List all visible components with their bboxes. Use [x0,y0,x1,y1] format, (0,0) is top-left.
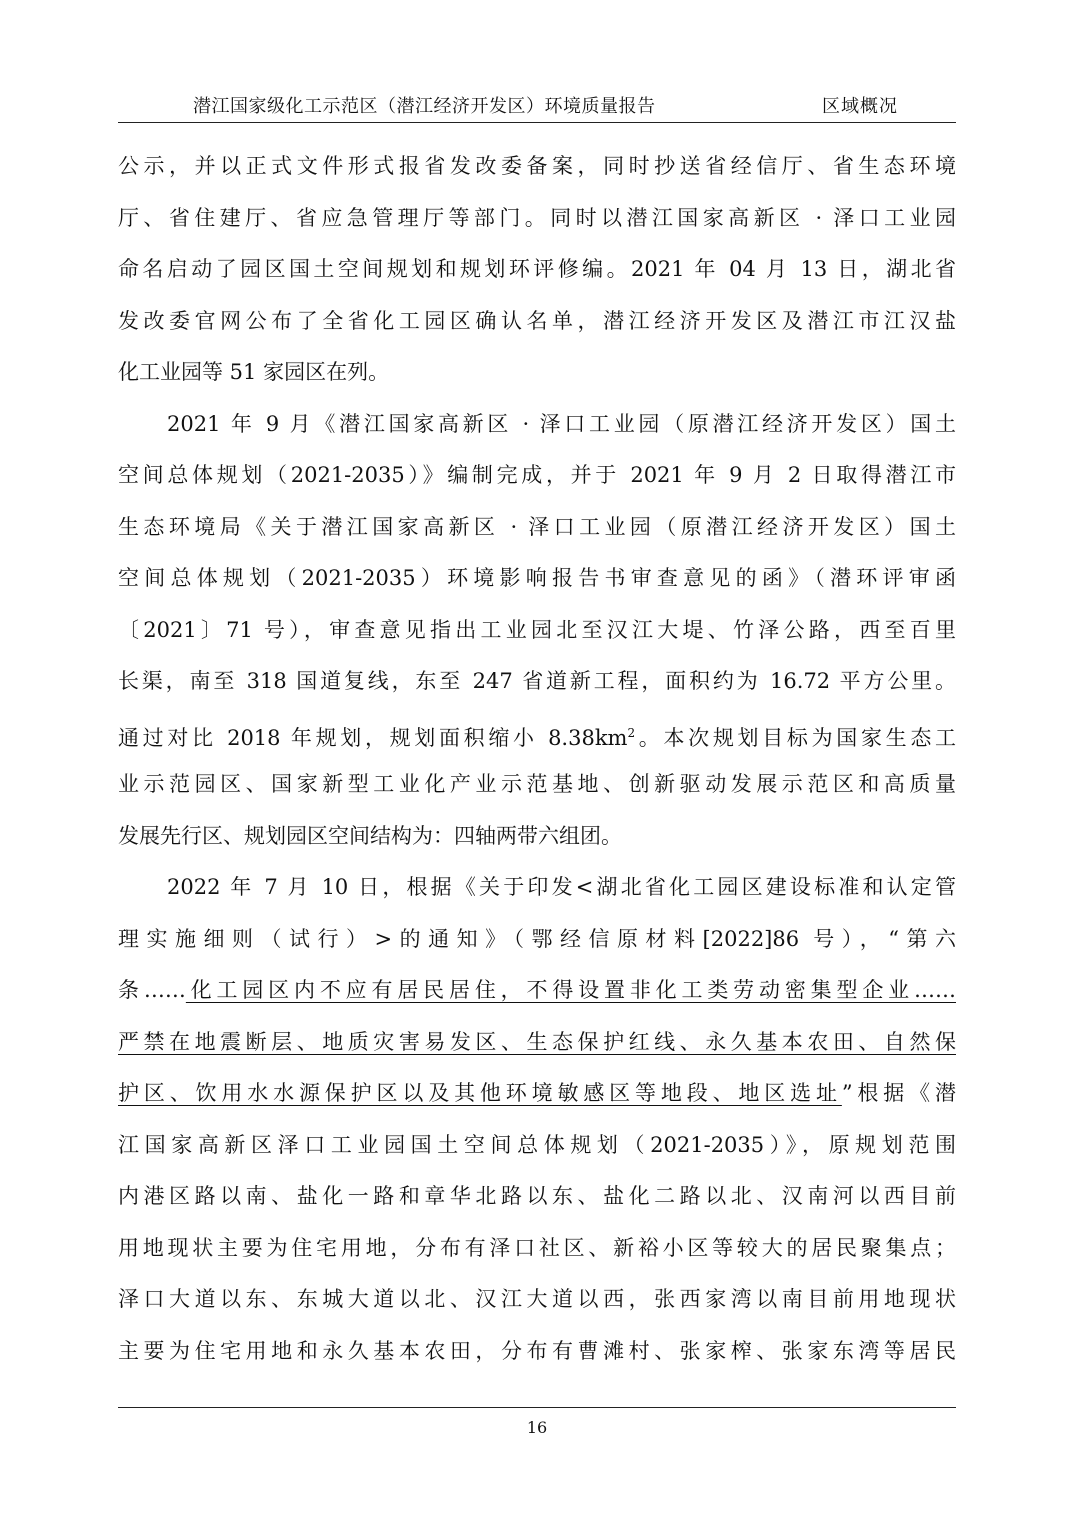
page-number: 16 [526,1418,548,1437]
text-line: 发展先行区、规划园区空间结构为：四轴两带六组团。 [118,823,622,848]
text-line: 发改委官网公布了全省化工园区确认名单，潜江经济开发区及潜江市江汉盐 [118,308,956,333]
paragraph-1 [118,141,956,399]
text-line: 生态环境局《关于潜江国家高新区 · 泽口工业园（原潜江经济开发区）国土 [118,514,956,539]
page-header [118,88,956,123]
text-line: 公示，并以正式文件形式报省发改委备案，同时抄送省经信厅、省生态环境 [118,154,956,178]
text-line: 空间总体规划（2021-2035）》编制完成，并于 2021 年 9 月 2 日取得潜江市 [118,463,956,487]
text-line: 厅、省住建厅、省应急管理厅等部门。同时以潜江国家高新区 · 泽口工业园 [118,205,956,230]
text-line: 空间总体规划（2021-2035）环境影响报告书审查意见的函》（潜环评审函 [118,566,956,590]
text-line: 2022 年 7 月 10 日，根据《关于印发<湖北省化工园区建设标准和认定管 [167,875,956,899]
underlined-quote: 护区、饮用水水源保护区以及其他环境敏感区等地段、地区选址 [118,1081,842,1105]
text-line [118,708,956,760]
text-line: 命名启动了园区国土空间规划和规划环评修编。2021 年 04 月 13 日，湖北省 [118,257,956,281]
underlined-quote: 化工园区内不应有居民居住，不得设置非化工类劳动密集型企业…… [185,978,956,1002]
text-line: 业示范园区、国家新型工业化产业示范基地、创新驱动发展示范区和高质量 [118,772,956,796]
text-line [118,1068,956,1120]
underlined-quote-line: 严禁在地震断层、地质灾害易发区、生态保护红线、永久基本农田、自然保 [118,1029,956,1054]
page-footer [118,1407,956,1437]
text-line: 长渠，南至 318 国道复线，东至 247 省道新工程，面积约为 16.72 平方公里。 [118,669,956,693]
text-line: 理实施细则（试行）>的通知》（鄂经信原材料[2022]86 号），“第六 [118,926,956,951]
text-line: 泽口大道以东、东城大道以北、汉江大道以西，张西家湾以南目前用地现状 [118,1287,956,1311]
section-title: 区域概况 [822,96,898,117]
text-line [118,965,956,1017]
text-segment: 条…… [118,978,186,1002]
text-segment: 通过对比 2018 年规划，规划面积缩小 8.38km [118,725,628,750]
text-line: 2021 年 9 月《潜江国家高新区 · 泽口工业园（原潜江经济开发区）国土 [167,411,956,436]
text-line: 〔2021〕71 号），审查意见指出工业园北至汉江大堤、竹泽公路，西至百里 [118,617,956,642]
report-title: 潜江国家级化工示范区（潜江经济开发区）环境质量报告 [193,96,656,117]
text-segment: 。本次规划目标为国家生态工 [635,725,956,750]
paragraph-3 [118,862,956,1377]
paragraph-2 [118,399,956,863]
text-line: 主要为住宅用地和永久基本农田，分布有曹滩村、张家榨、张家东湾等居民 [118,1338,956,1363]
text-segment: ”根据《潜 [841,1081,956,1105]
text-line: 用地现状主要为住宅用地，分布有泽口社区、新裕小区等较大的居民聚集点； [118,1235,956,1260]
text-line: 化工业园等 51 家园区在列。 [118,360,390,384]
text-line: 江国家高新区泽口工业园国土空间总体规划（2021-2035）》，原规划范围 [118,1132,956,1157]
document-body [118,141,956,1377]
text-line: 内港区路以南、盐化一路和章华北路以东、盐化二路以北、汉南河以西目前 [118,1184,956,1208]
superscript: 2 [627,725,636,740]
